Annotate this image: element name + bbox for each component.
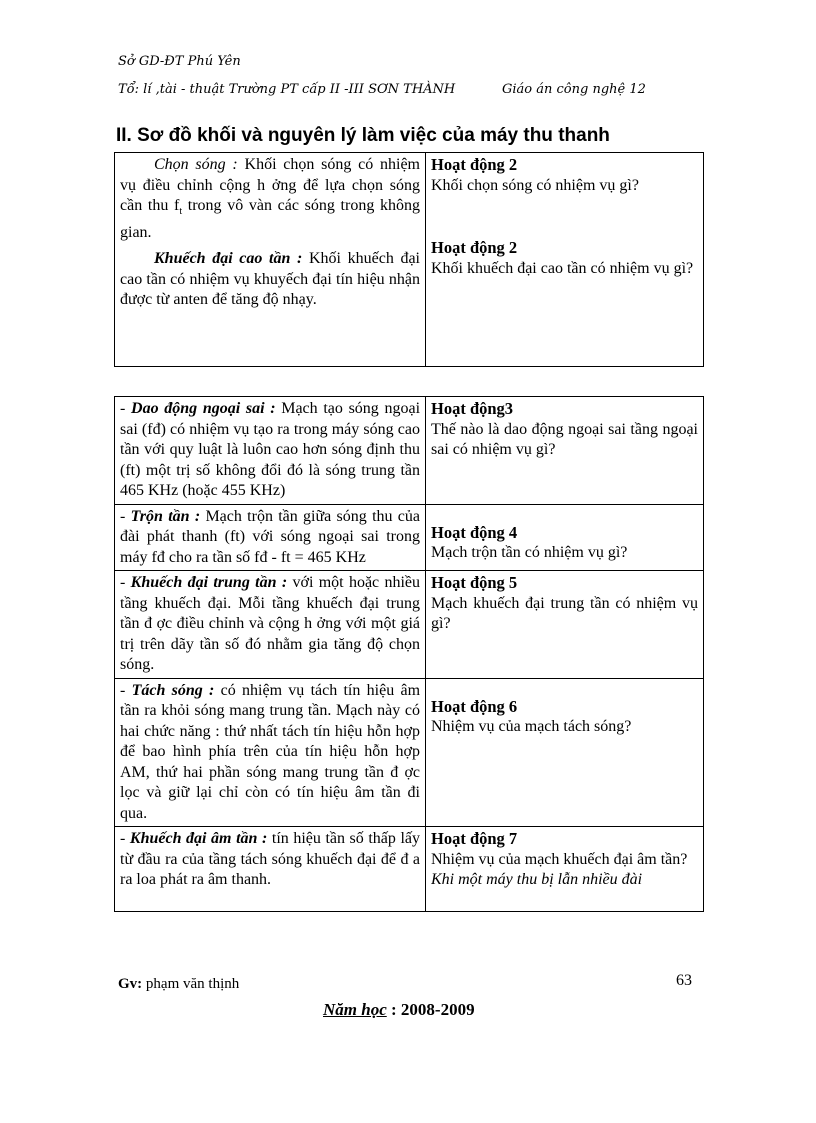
table-row: [115, 678, 704, 827]
activity-question: Nhiệm vụ của mạch khuếch đại âm tần?: [431, 850, 688, 868]
table-cell-content: - Tách sóng : có nhiệm vụ tách tín hiệu âm tần ra khỏi sóng mang trung tần. Mạch này có hai chức năng : thứ nhất tách tín hiệu hỗn hợp để bao hình phía trên của tín hiệu hỗn hợp AM, thứ hai phần sóng mang trung tần đ ợc lọc và giữ lại chỉ còn có tín hiệu âm tần đi qua.: [115, 678, 426, 827]
activity-note: Khi một máy thu bị lẫn nhiều đài: [431, 871, 643, 888]
term-chon-song: Chọn sóng :: [154, 156, 238, 173]
table-cell-content: - Trộn tần : Mạch trộn tần giữa sóng thu của đài phát thanh (ft) với sóng ngoại sai trong máy fđ cho ra tần số fđ - ft = 465 KHz: [115, 504, 426, 571]
activity-title: Hoạt động3: [431, 399, 514, 418]
table-cell-content: - Khuếch đại trung tần : với một hoặc nhiều tầng khuếch đại. Mỗi tầng khuếch đại trung tần đ ợc điều chỉnh và cộng h ởng với một giá trị trên dãy tần số đó nhằm gia tăng độ chọn sóng.: [115, 571, 426, 679]
para-khuech-dai-cao-tan: Khuếch đại cao tần : Khối khuếch đại cao tần có nhiệm vụ khuyếch đại tín hiệu nhận được từ anten để tăng độ nhạy.: [120, 250, 421, 309]
table-cell-activity: [426, 571, 704, 679]
table-2: [114, 396, 704, 912]
table-row: [115, 571, 704, 679]
term-tach-song: Tách sóng :: [131, 681, 215, 699]
activity-title: Hoạt động 6: [431, 696, 518, 716]
term-khuech-dai-am-tan: Khuếch đại âm tần :: [129, 830, 268, 847]
table-cell-activity: [426, 504, 704, 571]
table-row: [115, 153, 704, 367]
term-khuech-dai-trung-tan: Khuếch đại trung tần :: [130, 574, 288, 591]
table-cell-activity: [426, 827, 704, 912]
para-chon-song: Chọn sóng : Khối chọn sóng có nhiệm vụ điều chỉnh cộng h ởng để lựa chọn sóng cần thu $f_t$ trong vô vàn các sóng trong không gian.: [120, 156, 421, 241]
table-cell-activity: [426, 397, 704, 505]
table-cell-activity: [426, 678, 704, 827]
term-dao-dong-ngoai-sai: Dao động ngoại sai :: [131, 400, 276, 417]
table-row: [115, 827, 704, 912]
activity-question: Nhiệm vụ của mạch tách sóng?: [431, 718, 632, 735]
activity-title: Hoạt động 4: [431, 522, 518, 542]
activity-title: Hoạt động 2: [431, 238, 518, 257]
activity-question: Mạch trộn tần có nhiệm vụ gì?: [431, 544, 628, 561]
header-department: Sở GD-ĐT Phú Yên: [118, 54, 241, 69]
activity-question: Thế nào là dao động ngoại sai tầng ngoại sai có nhiệm vụ gì?: [431, 420, 698, 458]
header-school: Tổ: lí ,tài - thuật Trường PT cấp II -III SƠN THÀNH: [118, 82, 456, 97]
activity-title: Hoạt động 2: [431, 155, 518, 174]
activity-question: Khối khuếch đại cao tần có nhiệm vụ gì?: [431, 259, 694, 277]
term-khuech-dai-cao-tan: Khuếch đại cao tần :: [154, 250, 303, 268]
table-cell-content: [115, 153, 426, 367]
table-row: [115, 504, 704, 571]
term-tron-tan: Trộn tần :: [130, 507, 201, 525]
header-subject: Giáo án công nghệ 12: [502, 82, 646, 97]
activity-question: Mạch khuếch đại trung tần có nhiệm vụ gì?: [431, 594, 698, 632]
activity-question: Khối chọn sóng có nhiệm vụ gì?: [431, 176, 639, 194]
page-number: 63: [676, 972, 692, 989]
footer-school-year: Năm học : 2008-2009: [323, 1000, 475, 1019]
activity-title: Hoạt động 5: [431, 573, 518, 592]
table-cell-content: - Dao động ngoại sai : Mạch tạo sóng ngoại sai (fđ) có nhiệm vụ tạo ra trong máy sóng cao tần với quy luật là luôn cao hơn sóng định thu (ft) một trị số không đổi đó là sóng trung tần 465 KHz (hoặc 455 KHz): [115, 397, 426, 505]
table-cell-activity: [426, 153, 704, 367]
section-title: II. Sơ đồ khối và nguyên lý làm việc của máy thu thanh: [116, 125, 610, 146]
table-1: [114, 152, 704, 367]
activity-title: Hoạt động 7: [431, 829, 518, 848]
footer-teacher: Gv: phạm văn thịnh: [118, 976, 240, 992]
table-row: [115, 397, 704, 505]
table-cell-content: - Khuếch đại âm tần : tín hiệu tần số thấp lấy từ đầu ra của tầng tách sóng khuếch đại để đ a ra loa phát ra âm thanh.: [115, 827, 426, 912]
